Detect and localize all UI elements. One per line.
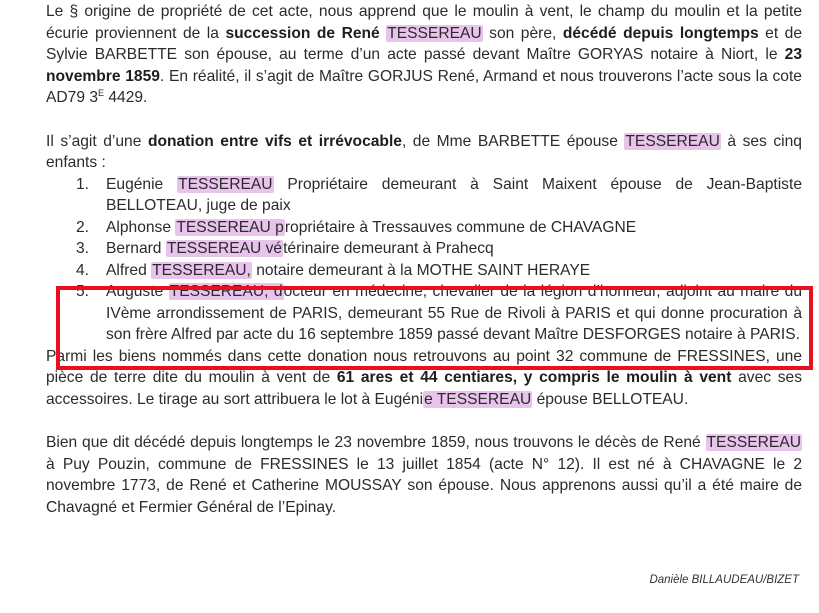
text: notaire demeurant à la MOTHE SAINT HERAYE (251, 261, 591, 279)
highlighted-name: TESSEREAU, d (169, 283, 283, 300)
highlighted-name: TESSEREAU (625, 132, 720, 150)
text: , de Mme BARBETTE épouse (401, 132, 625, 150)
bold-text: décédé depuis longtemps (562, 24, 759, 42)
text: épouse BELLOTEAU. (532, 390, 689, 408)
text: térinaire demeurant à Prahecq (283, 240, 494, 257)
text: Le § origine de propriété de cet acte, nous apprend que le moulin à vent, le champ du moulin et la petite écurie proviennent de la (46, 3, 802, 42)
text: son père, (482, 24, 563, 42)
text: ropriétaire à Tressauves commune de CHAVAGNE (284, 218, 637, 236)
bold-text: succession de René (225, 24, 387, 42)
list-number: 1. (76, 175, 90, 193)
text: à ses cinq enfants : (46, 132, 802, 171)
document-page (46, 0, 802, 518)
text: Eugénie (106, 175, 178, 193)
text: à Puy Pouzin, commune de FRESSINES le 13 juillet 1854 (acte N° 12). Il est né à CHAVAGNE le 2 novembre 1773, de René et Catherine MOUSSAY son épouse. Nous apprenons aussi qu’il a été maire de Chavagné et Fermier Général de l’Epinay. (46, 455, 802, 516)
text: Parmi les biens nommés dans cette donation nous retrouvons au point 32 commune de FRESSINES, une pièce de terre dite du moulin à vent de (46, 347, 802, 386)
text: Alfred (106, 261, 152, 279)
bold-text: 23 novembre 1859 (46, 46, 802, 85)
superscript: E (98, 88, 105, 98)
list-number: 5. (76, 283, 90, 300)
paragraph-donation (46, 131, 802, 174)
paragraph-origin (46, 0, 802, 109)
list-item (46, 260, 802, 282)
text: avec ses accessoires. Le tirage au sort attribuera le lot à Eugéni (46, 369, 802, 408)
list-item (46, 238, 802, 260)
text: . En réalité, il s’agit de Maître GORJUS René, Armand et nous trouverons l’acte sous la cote AD79 3 (46, 67, 802, 106)
text: Auguste (106, 283, 169, 300)
highlighted-name: TESSEREAU vé (166, 240, 283, 257)
paragraph-property (46, 346, 802, 411)
text: octeur en médecine, chevalier de la légion d’honneur, adjoint au maire du IVème arrondissement de PARIS, demeurant 55 Rue de Rivoli à PARIS et qui donne procuration à son frère Alfred par acte du 16 septembre 1859 passé devant Maître DESFORGES notaire à PARIS. (106, 283, 803, 343)
text: Alphonse (106, 218, 176, 236)
list-number: 2. (76, 218, 90, 236)
text: Propriétaire demeurant à Saint Maixent épouse de Jean-Baptiste BELLOTEAU, juge de paix (106, 175, 802, 214)
highlighted-name: e TESSEREAU (424, 390, 532, 408)
list-number: 3. (76, 240, 90, 257)
highlighted-name: TESSEREAU, (152, 261, 251, 279)
text: 4429. (104, 89, 148, 106)
children-list (46, 174, 802, 346)
list-item (46, 217, 802, 239)
list-number: 4. (76, 261, 90, 279)
text: Bien que dit décédé depuis longtemps le 23 novembre 1859, nous trouvons le décès de René (46, 434, 706, 451)
paragraph-death (46, 432, 802, 518)
bold-text: donation entre vifs et irrévocable (147, 132, 402, 150)
list-item (46, 281, 802, 346)
text: Bernard (106, 240, 166, 257)
highlighted-name: TESSEREAU (706, 434, 801, 451)
highlighted-name: TESSEREAU (178, 175, 273, 193)
highlighted-name: TESSEREAU p (176, 218, 284, 236)
author-signature: Danièle BILLAUDEAU/BIZET (649, 574, 799, 586)
highlighted-name: TESSEREAU (387, 24, 482, 42)
list-item (46, 174, 802, 217)
text: et de Sylvie BARBETTE son épouse, au terme d’un acte passé devant Maître GORYAS notaire à Niort, le (46, 24, 803, 63)
text: Il s’agit d’une (46, 132, 148, 150)
bold-text: 61 ares et 44 centiares, y compris le moulin à vent (336, 369, 732, 386)
